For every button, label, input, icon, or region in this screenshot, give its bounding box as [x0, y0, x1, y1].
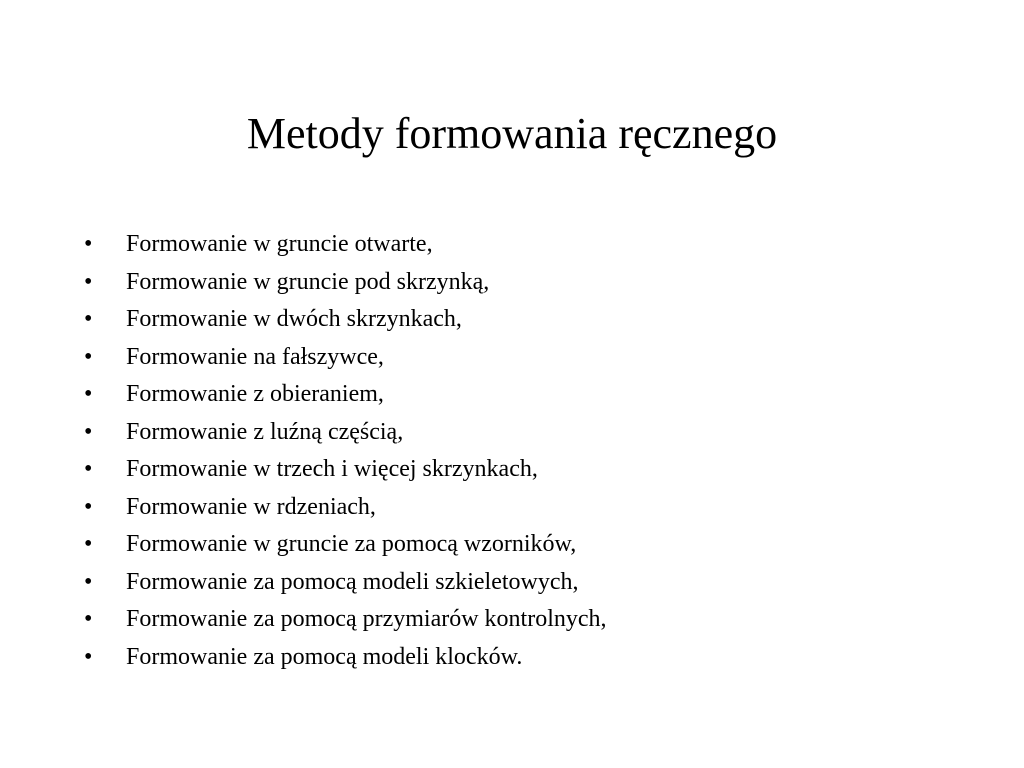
bullet-icon: •: [84, 568, 93, 595]
list-item-text: Formowanie za pomocą modeli szkieletowych,: [126, 568, 579, 595]
list-item-text: Formowanie z obieraniem,: [126, 381, 384, 407]
bullet-icon: •: [84, 231, 93, 257]
list-item-text: Formowanie w rdzeniach,: [126, 493, 376, 520]
list-item-text: Formowanie w trzech i więcej skrzynkach,: [126, 456, 538, 482]
list-item-text: Formowanie na fałszywce,: [126, 343, 384, 370]
slide-title: Metody formowania ręcznego: [246, 109, 778, 158]
bullet-icon: •: [84, 418, 93, 445]
bullet-icon: •: [84, 268, 93, 295]
bullet-icon: •: [84, 306, 93, 332]
list-item-text: Formowanie za pomocą modeli klocków.: [126, 643, 523, 670]
bullet-icon: •: [84, 643, 93, 670]
list-item-text: Formowanie w gruncie za pomocą wzorników,: [126, 531, 577, 557]
list-item-text: Formowanie w gruncie otwarte,: [126, 231, 433, 257]
bullet-icon: •: [84, 531, 93, 557]
list-item-text: Formowanie z luźną częścią,: [126, 418, 404, 445]
bullet-icon: •: [84, 381, 93, 407]
bullet-icon: •: [84, 456, 93, 482]
bullet-icon: •: [84, 493, 93, 520]
bullet-icon: •: [84, 343, 93, 370]
bullet-icon: •: [84, 606, 93, 632]
list-item-text: Formowanie za pomocą przymiarów kontrolnych,: [126, 606, 607, 632]
list-item-text: Formowanie w dwóch skrzynkach,: [126, 306, 462, 332]
list-item-text: Formowanie w gruncie pod skrzynką,: [126, 268, 490, 295]
